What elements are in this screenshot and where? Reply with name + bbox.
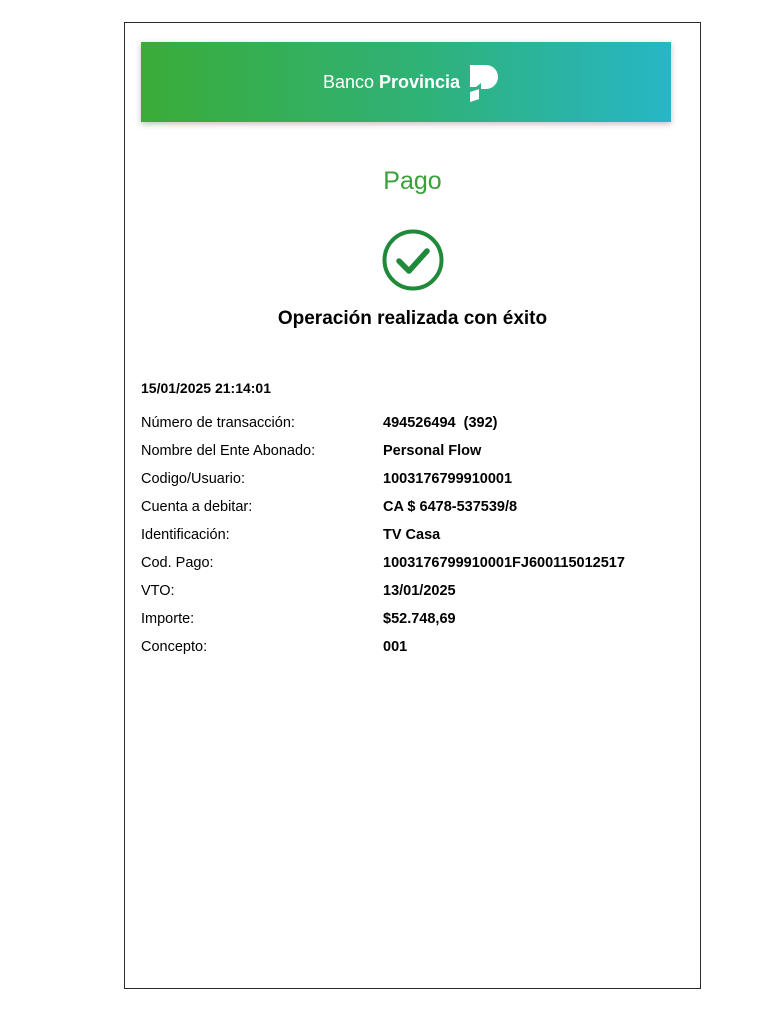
banco-provincia-logo-icon: [467, 62, 501, 102]
detail-value: 13/01/2025: [383, 583, 456, 599]
detail-row-identification: [141, 521, 681, 549]
detail-value: 494526494 (392): [383, 415, 498, 431]
detail-label: Concepto:: [141, 639, 208, 655]
detail-row-user-code: [141, 465, 681, 493]
detail-value: 001: [383, 639, 408, 655]
detail-label: VTO:: [141, 583, 175, 599]
detail-row-due-date: [141, 577, 681, 605]
detail-label: Codigo/Usuario:: [141, 471, 245, 487]
success-message: Operación realizada con éxito: [277, 308, 548, 329]
bank-brand: [323, 62, 501, 102]
detail-label: Identificación:: [141, 527, 230, 543]
detail-label: Importe:: [141, 611, 195, 627]
detail-value: CA $ 6478-537539/8: [383, 499, 518, 515]
check-circle-icon: [381, 228, 445, 292]
detail-row-payee-name: [141, 437, 681, 465]
detail-value: 1003176799910001FJ600115012517: [383, 555, 625, 571]
detail-row-payment-code: [141, 549, 681, 577]
detail-label: Número de transacción:: [141, 415, 295, 431]
detail-label: Nombre del Ente Abonado:: [141, 443, 316, 459]
detail-value: $52.748,69: [383, 611, 456, 627]
detail-value: 1003176799910001: [383, 471, 513, 487]
brand-name-light: Banco: [322, 71, 374, 92]
payment-receipt: [124, 22, 701, 989]
transaction-datetime: 15/01/2025 21:14:01: [141, 380, 271, 396]
detail-label: Cod. Pago:: [141, 555, 214, 571]
detail-label: Cuenta a debitar:: [141, 499, 253, 515]
detail-value: TV Casa: [383, 527, 441, 543]
detail-row-concept: [141, 633, 681, 661]
brand-name-bold: Provincia: [379, 71, 461, 92]
bank-header-banner: [141, 42, 671, 122]
transaction-details: [141, 409, 681, 661]
detail-value: Personal Flow: [383, 443, 482, 459]
detail-row-debit-account: [141, 493, 681, 521]
detail-row-amount: [141, 605, 681, 633]
page-title: Pago: [383, 167, 442, 195]
detail-row-transaction-number: [141, 409, 681, 437]
